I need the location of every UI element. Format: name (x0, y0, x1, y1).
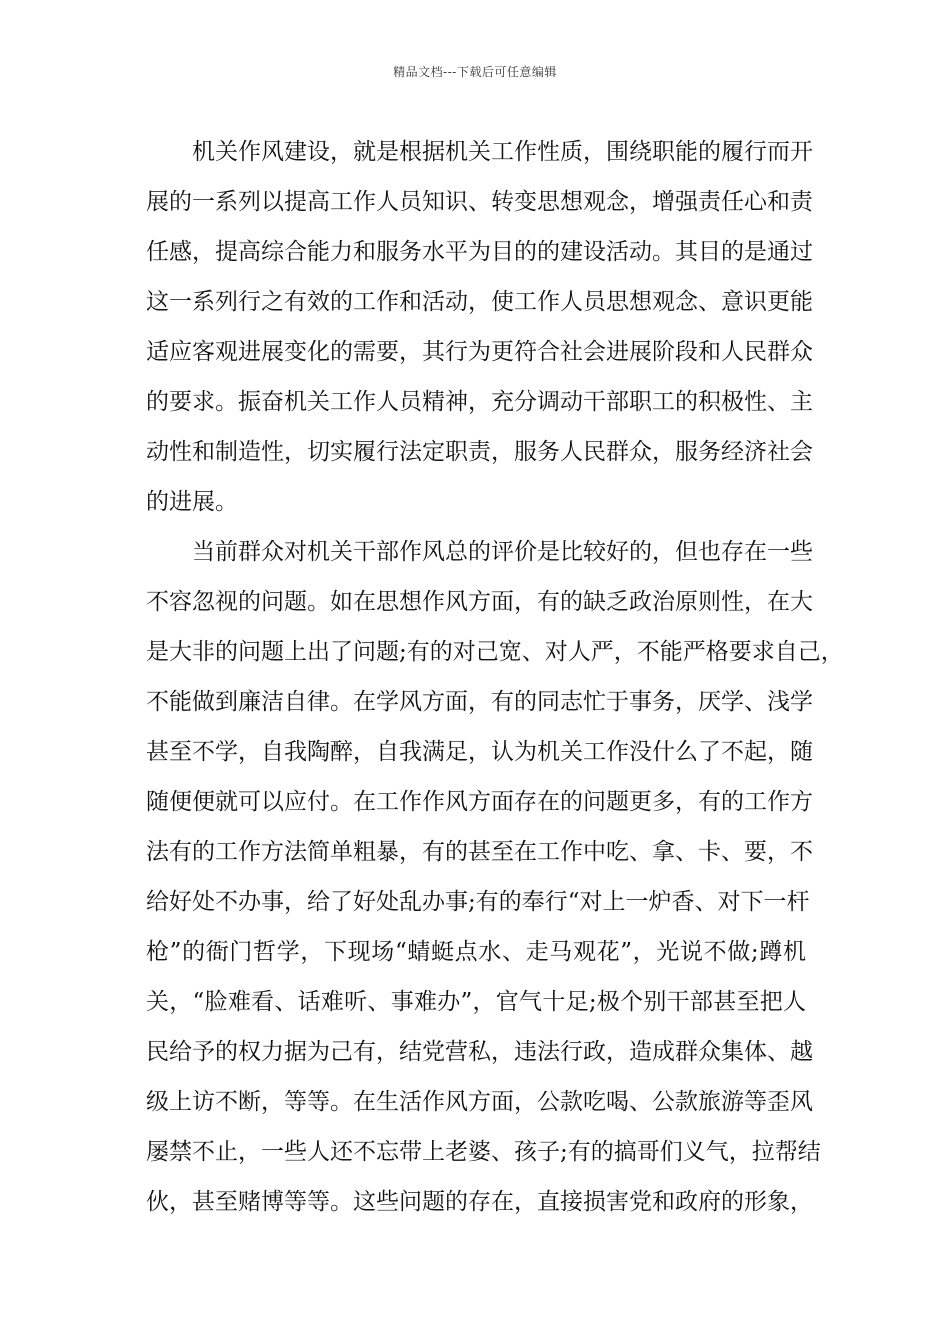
text-line: 屡禁不止，一些人还不忘带上老婆、孩子;有的搞哥们义气，拉帮结 (146, 1139, 821, 1165)
text-line: 不容忽视的问题。如在思想作风方面，有的缺乏政治原则性，在大 (146, 589, 813, 615)
text-line: 任感，提高综合能力和服务水平为目的的建设活动。其目的是通过 (146, 239, 813, 265)
text-line: 机关作风建设，就是根据机关工作性质，围绕职能的履行而开 (192, 139, 813, 165)
text-line: 关，“脸难看、话难听、事难办”，官气十足;极个别干部甚至把人 (146, 989, 806, 1015)
text-line: 不能做到廉洁自律。在学风方面，有的同志忙于事务，厌学、浅学 (146, 689, 813, 715)
text-line: 展的一系列以提高工作人员知识、转变思想观念，增强责任心和责 (146, 189, 813, 215)
paragraph-2 (146, 527, 844, 1227)
text-line: 法有的工作方法简单粗暴，有的甚至在工作中吃、拿、卡、要，不 (146, 839, 813, 865)
text-line: 给好处不办事，给了好处乱办事;有的奉行“对上一炉香、对下一杆 (146, 889, 810, 915)
text-line: 当前群众对机关干部作风总的评价是比较好的，但也存在一些 (192, 539, 813, 565)
text-line: 的进展。 (146, 489, 238, 515)
text-line: 级上访不断，等等。在生活作风方面，公款吃喝、公款旅游等歪风 (146, 1089, 813, 1115)
text-line: 的要求。振奋机关工作人员精神，充分调动干部职工的积极性、主 (146, 389, 813, 415)
text-line: 动性和制造性，切实履行法定职责，服务人民群众，服务经济社会 (146, 439, 813, 465)
text-line: 是大非的问题上出了问题;有的对己宽、对人严，不能严格要求自己， (146, 639, 844, 665)
text-line: 民给予的权力据为己有，结党营私，违法行政，造成群众集体、越 (146, 1039, 813, 1065)
text-line: 这一系列行之有效的工作和活动，使工作人员思想观念、意识更能 (146, 289, 813, 315)
document-body (146, 127, 844, 1227)
text-line: 甚至不学，自我陶醉，自我满足，认为机关工作没什么了不起，随 (146, 739, 813, 765)
page-header: 精品文档---下载后可任意编辑 (393, 65, 557, 79)
text-line: 适应客观进展变化的需要，其行为更符合社会进展阶段和人民群众 (146, 339, 813, 365)
text-line: 随便便就可以应付。在工作作风方面存在的问题更多，有的工作方 (146, 789, 813, 815)
text-line: 伙，甚至赌博等等。这些问题的存在，直接损害党和政府的形象， (146, 1189, 813, 1215)
paragraph-1 (146, 127, 813, 527)
text-line: 枪”的衙门哲学，下现场“蜻蜓点水、走马观花”，光说不做;蹲机 (146, 939, 806, 965)
